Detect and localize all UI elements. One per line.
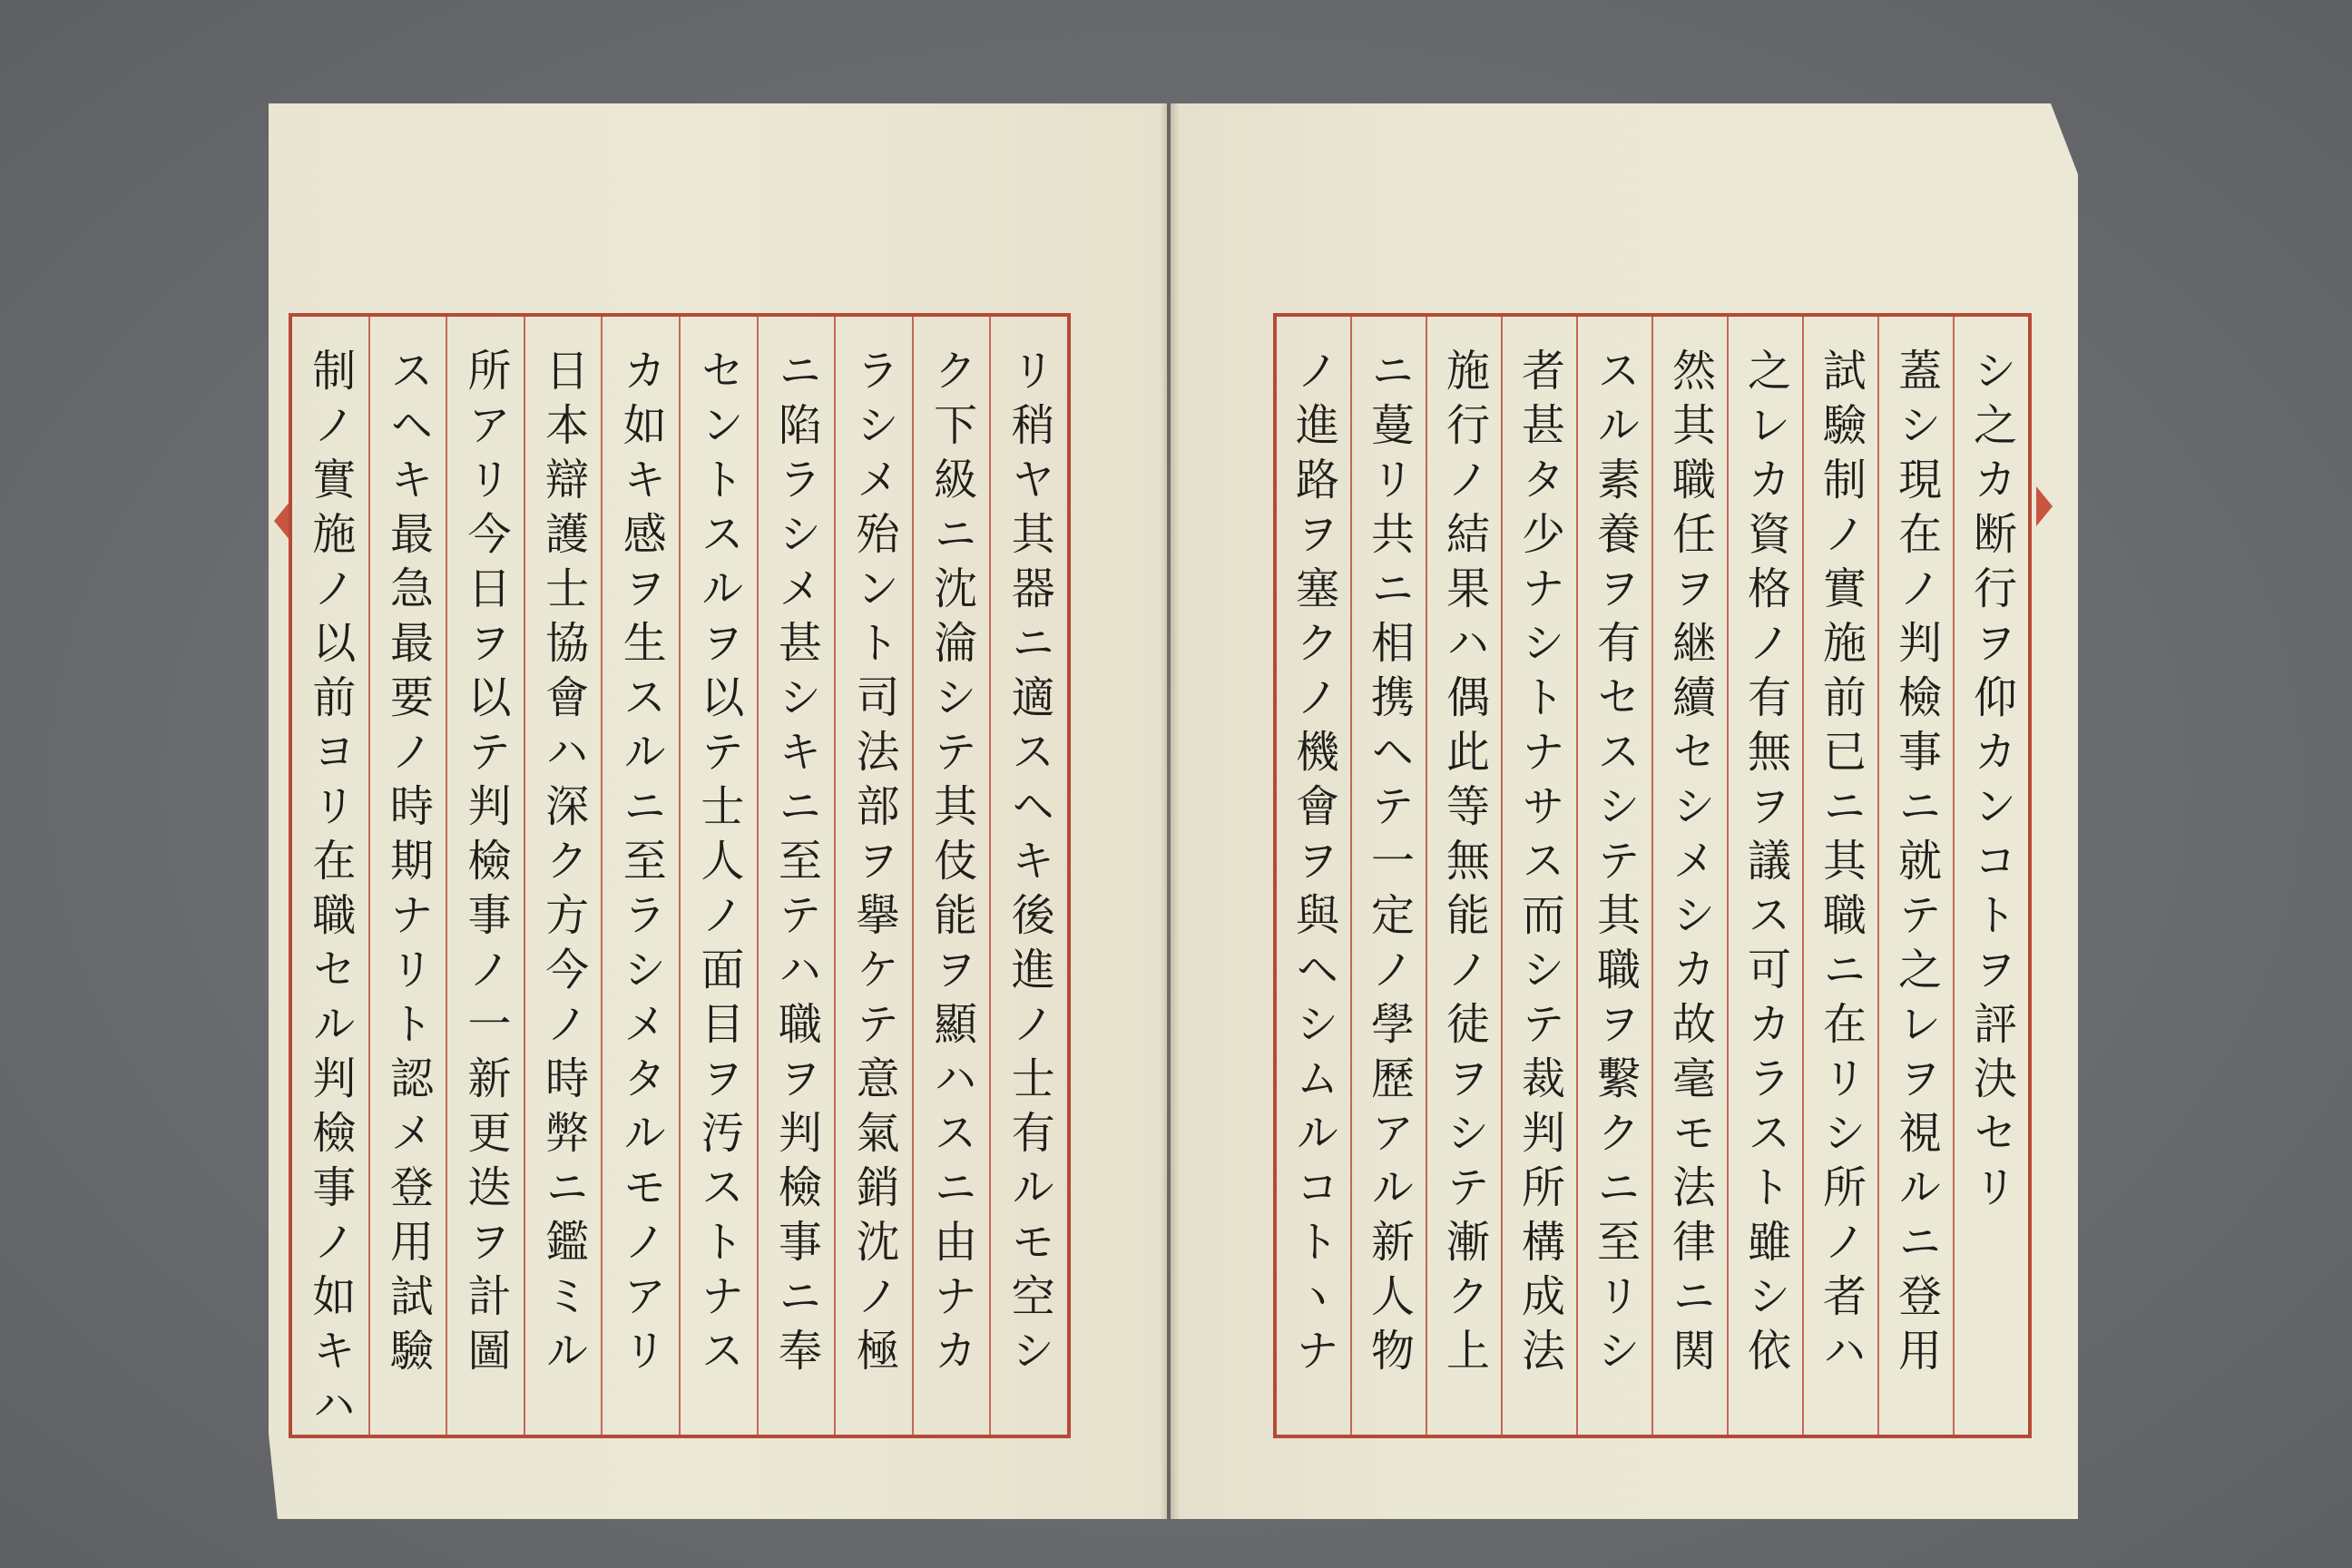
column-text: 制ノ實施ノ以前ヨリ在職セル判檢事ノ如キハ: [304, 348, 356, 1436]
left-page-text-frame: [289, 313, 1071, 1438]
column-text: スル素養ヲ有セスシテ其職ヲ繫クニ至リシ: [1589, 348, 1641, 1382]
text-column: [601, 317, 679, 1435]
text-column: [368, 317, 446, 1435]
column-text: ニ陷ラシメ甚シキニ至テハ職ヲ判檢事ニ奉: [770, 348, 822, 1382]
column-text: ノ進路ヲ塞クノ機會ヲ與ヘシムルコトヽナ: [1288, 348, 1339, 1382]
column-text: 試驗制ノ實施前已ニ其職ニ在リシ所ノ者ハ: [1815, 348, 1867, 1382]
text-column: [292, 317, 368, 1435]
text-column: [1350, 317, 1426, 1435]
text-column: [1501, 317, 1576, 1435]
text-column: [1426, 317, 1501, 1435]
column-text: 蓋シ現在ノ判檢事ニ就テ之レヲ視ルニ登用: [1890, 348, 1942, 1382]
text-column: [524, 317, 602, 1435]
column-text: ラシメ殆ント司法部ヲ擧ケテ意氣銷沈ノ極: [848, 348, 900, 1382]
column-text: シ之カ断行ヲ仰カンコトヲ評決セリ: [1965, 348, 2017, 1219]
column-text: カ如キ感ヲ生スルニ至ラシメタルモノアリ: [615, 348, 667, 1382]
column-text: 之レカ資格ノ有無ヲ議ス可カラスト雖シ依: [1740, 348, 1791, 1382]
text-column: [1802, 317, 1877, 1435]
text-column: [1877, 317, 1953, 1435]
book-gutter: [1160, 103, 1180, 1519]
text-column: [1277, 317, 1350, 1435]
text-column: [989, 317, 1067, 1435]
column-text: 施行ノ結果ハ偶此等無能ノ徒ヲシテ漸ク上: [1438, 348, 1490, 1382]
column-text: ニ蔓リ共ニ相携ヘテ一定ノ學歷アル新人物: [1363, 348, 1415, 1382]
column-text: セントスルヲ以テ士人ノ面目ヲ汚ストナス: [692, 348, 744, 1382]
column-text: 所アリ今日ヲ以テ判檢事ノ一新更迭ヲ計圖: [460, 348, 512, 1382]
text-column: [834, 317, 912, 1435]
column-text: スヘキ最急最要ノ時期ナリト認メ登用試驗: [382, 348, 434, 1382]
right-page-text-frame: [1273, 313, 2032, 1438]
text-column: [1576, 317, 1651, 1435]
column-text: 日本辯護士協會ハ深ク方今ノ時弊ニ鑑ミル: [537, 348, 589, 1382]
text-column: [1727, 317, 1802, 1435]
text-column: [1651, 317, 1727, 1435]
text-column: [446, 317, 524, 1435]
column-text: リ稍ヤ其器ニ適スヘキ後進ノ士有ルモ空シ: [1004, 348, 1055, 1382]
text-column: [912, 317, 990, 1435]
text-column: [679, 317, 757, 1435]
column-text: ク下級ニ沈淪シテ其伎能ヲ顯ハスニ由ナカ: [926, 348, 977, 1382]
column-text: 者甚タ少ナシトナサス而シテ裁判所構成法: [1514, 348, 1565, 1382]
column-text: 然其職任ヲ継續セシメシカ故毫モ法律ニ関: [1664, 348, 1716, 1382]
text-column: [1953, 317, 2028, 1435]
text-column: [757, 317, 835, 1435]
